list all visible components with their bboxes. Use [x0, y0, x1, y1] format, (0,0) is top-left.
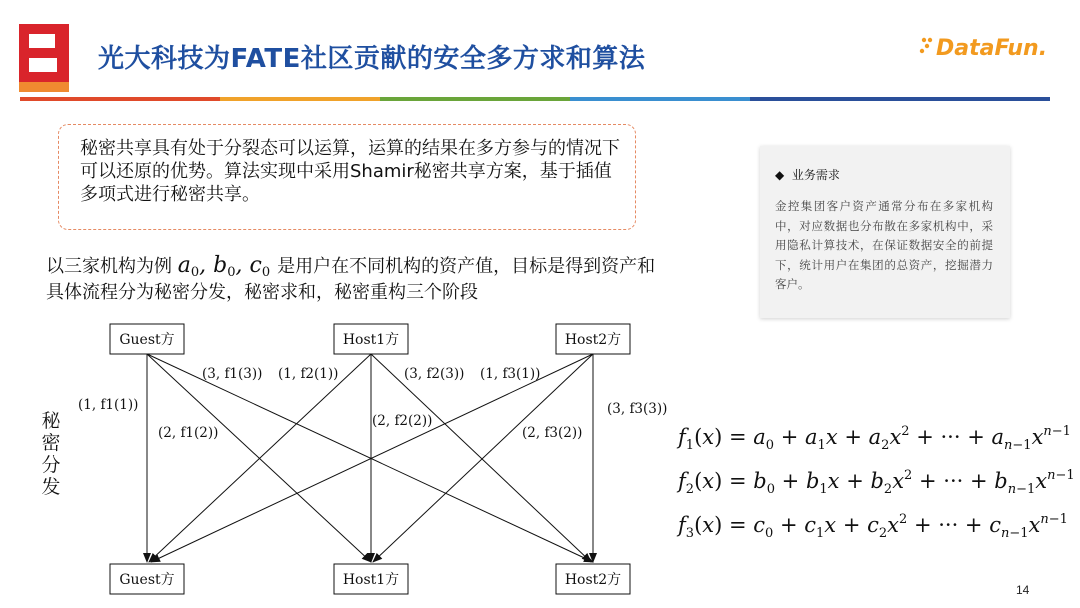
example-suffix: 是用户在不同机构的资产值，目标是得到资产和	[277, 256, 656, 277]
node-host1-bottom	[334, 564, 408, 594]
node-host2-top-label: Host2方	[564, 332, 622, 348]
svg-text:f2(x) = b0 + b1x + b2x2 + ···: $f_2(x) = b_0 + b_1x + b_2x^2$ + ··· + $b_n-1x^n-1$	[678, 468, 1075, 497]
edge-label-f3-3: (3, f3(3))	[607, 401, 668, 417]
node-guest-bottom	[110, 564, 184, 594]
svg-text:f1(x) = a0 + a1x + a2x2 + ···: $f_1(x) = a_0 + a_1x + a_2x^2$ + ··· + $a_n-1x^n-1$	[678, 424, 1071, 453]
diamond-bullet-icon: ◆	[775, 168, 785, 182]
formula-f3	[676, 512, 1068, 541]
polynomial-formulas	[668, 410, 1075, 550]
node-guest-top	[110, 324, 184, 354]
business-card-text: 金控集团客户资产通常分布在多家机构中，对应数据也分布散在多家机构中，采用隐私计算技术，在保证数据安全的前提下，统计用户在集团的总资产，挖掘潜力客户。	[775, 199, 993, 291]
page-number: 14	[1016, 583, 1030, 597]
node-host1-bottom-label: Host1方	[342, 572, 400, 588]
page-title: 光大科技为FATE社区贡献的安全多方求和算法	[98, 44, 646, 74]
example-prefix: 以三家机构为例	[46, 256, 172, 277]
node-host2-top	[556, 324, 630, 354]
edge-label-f3-1: (1, f3(1))	[480, 366, 541, 382]
edge-label-f1-3: (3, f1(3))	[202, 366, 263, 382]
svg-text:DataFun.: DataFun.	[936, 36, 1048, 61]
bottom-nodes	[110, 564, 630, 594]
node-guest-bottom-label: Guest方	[119, 572, 175, 588]
variables-math: $a_0$, $b_0$, $c_0$	[177, 253, 271, 280]
business-card-title: ◆ 业务需求	[775, 168, 840, 182]
edge-label-f2-2: (2, f2(2))	[372, 413, 433, 429]
edges	[147, 354, 593, 562]
node-host2-bottom-label: Host2方	[564, 572, 622, 588]
edge-host1-host2	[371, 354, 591, 562]
formula-f2	[676, 468, 1075, 497]
formula-f1	[676, 424, 1071, 453]
edge-label-f3-2: (2, f3(2))	[522, 425, 583, 441]
edge-label-f2-3: (3, f2(3))	[404, 366, 465, 382]
edge-labels	[78, 366, 667, 441]
edge-label-f2-1: (1, f2(1))	[278, 366, 339, 382]
top-nodes	[110, 324, 630, 354]
svg-text:f3(x) = c0 + c1x + c2x2 + ···: $f_3(x) = c_0 + c_1x + c_2x^2$ + ··· + $c_n-1x^n-1$	[678, 512, 1068, 541]
edge-host2-host1	[373, 354, 593, 562]
secret-distribution-label: 秘密分发	[41, 410, 61, 498]
intro-text: 秘密共享具有处于分裂态可以运算，运算的结果在多方参与的情况下可以还原的优势。算法实现中采用Shamir秘密共享方案，基于插值多项式进行秘密共享。	[80, 138, 620, 205]
node-guest-top-label: Guest方	[119, 332, 175, 348]
node-host1-top	[334, 324, 408, 354]
node-host2-bottom	[556, 564, 630, 594]
edge-label-f1-1: (1, f1(1))	[78, 397, 139, 413]
node-host1-top-label: Host1方	[342, 332, 400, 348]
edge-label-f1-2: (2, f1(2))	[158, 425, 219, 441]
example-line-2: 具体流程分为秘密分发，秘密求和，秘密重构三个阶段	[46, 282, 478, 303]
